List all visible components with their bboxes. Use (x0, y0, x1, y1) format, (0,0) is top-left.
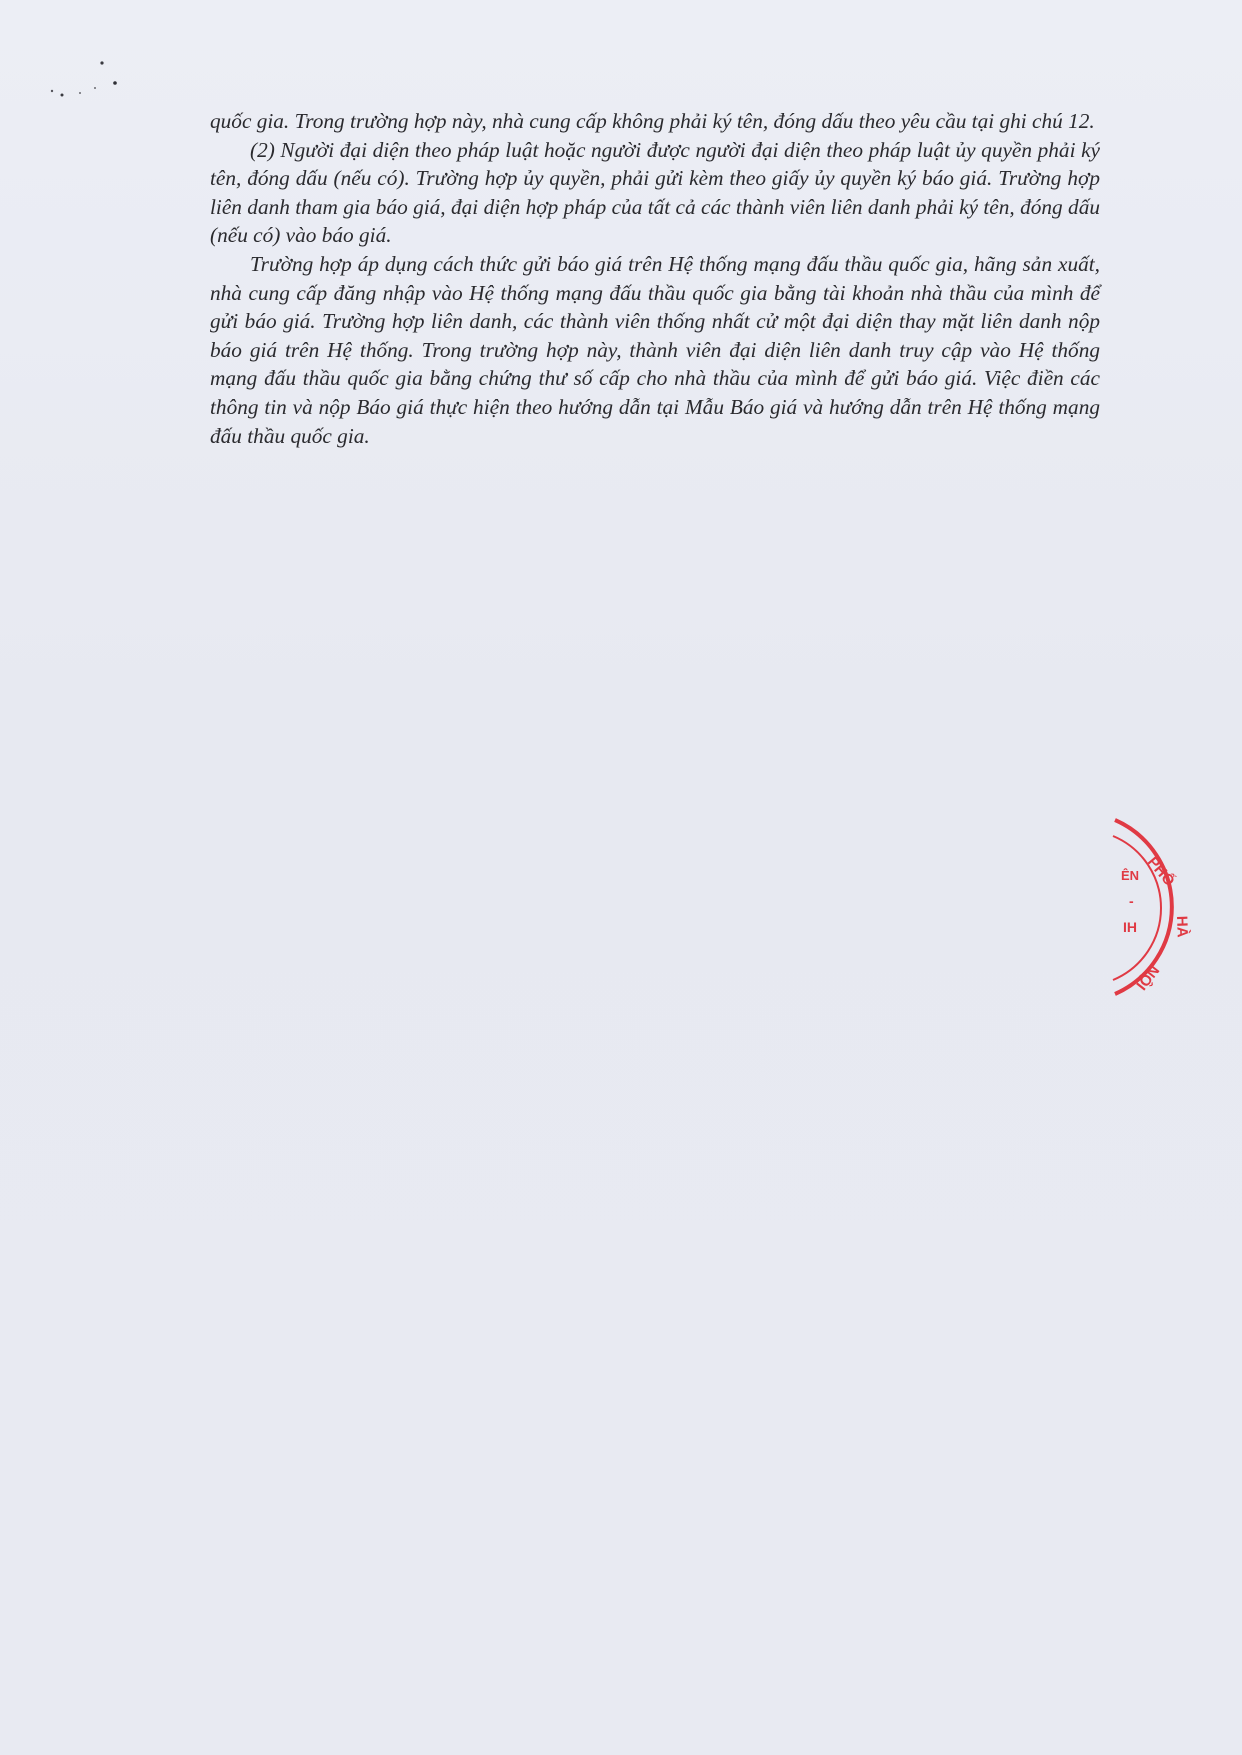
paragraph-online-submission: Trường hợp áp dụng cách thức gửi báo giá trên Hệ thống mạng đấu thầu quốc gia, hãng sản xuất, nhà cung cấp đăng nhập vào Hệ thống mạng đấu thầu quốc gia bằng tài khoản nhà thầu của mình để gửi báo giá. Trường hợp liên danh, các thành viên thống nhất cử một đại diện thay mặt liên danh nộp báo giá trên Hệ thống. Trong trường hợp này, thành viên đại diện liên danh truy cập vào Hệ thống mạng đấu thầu quốc gia bằng chứng thư số cấp cho nhà thầu của mình để gửi báo giá. Việc điền các thông tin và nộp Báo giá thực hiện theo hướng dẫn tại Mẫu Báo giá và hướng dẫn trên Hệ thống mạng đấu thầu quốc gia. (210, 251, 1100, 448)
stamp-fragment-dash: - (1129, 893, 1134, 909)
stamp-fragment-ih: IH (1123, 919, 1137, 935)
stamp-fragment-noi: NỘI (1132, 961, 1163, 994)
body-text (210, 107, 1100, 450)
paragraph-note-2: (2) Người đại diện theo pháp luật hoặc người được người đại diện theo pháp luật ủy quyền phải ký tên, đóng dấu (nếu có). Trường hợp ủy quyền, phải gửi kèm theo giấy ủy quyền ký báo giá. Trường hợp liên danh tham gia báo giá, đại diện hợp pháp của tất cả các thành viên liên danh phải ký tên, đóng dấu (nếu có) vào báo giá. (210, 137, 1100, 248)
stamp-fragment-pho: PHỐ (1143, 853, 1178, 890)
red-seal-stamp (1085, 808, 1235, 1008)
paragraph-continuation: quốc gia. Trong trường hợp này, nhà cung cấp không phải ký tên, đóng dấu theo yêu cầu tại ghi chú 12. (210, 109, 1095, 133)
stamp-fragment-en: ÊN (1121, 868, 1140, 883)
stamp-fragment-ha: HÀ (1173, 915, 1191, 938)
scan-speck-marks (50, 55, 130, 105)
